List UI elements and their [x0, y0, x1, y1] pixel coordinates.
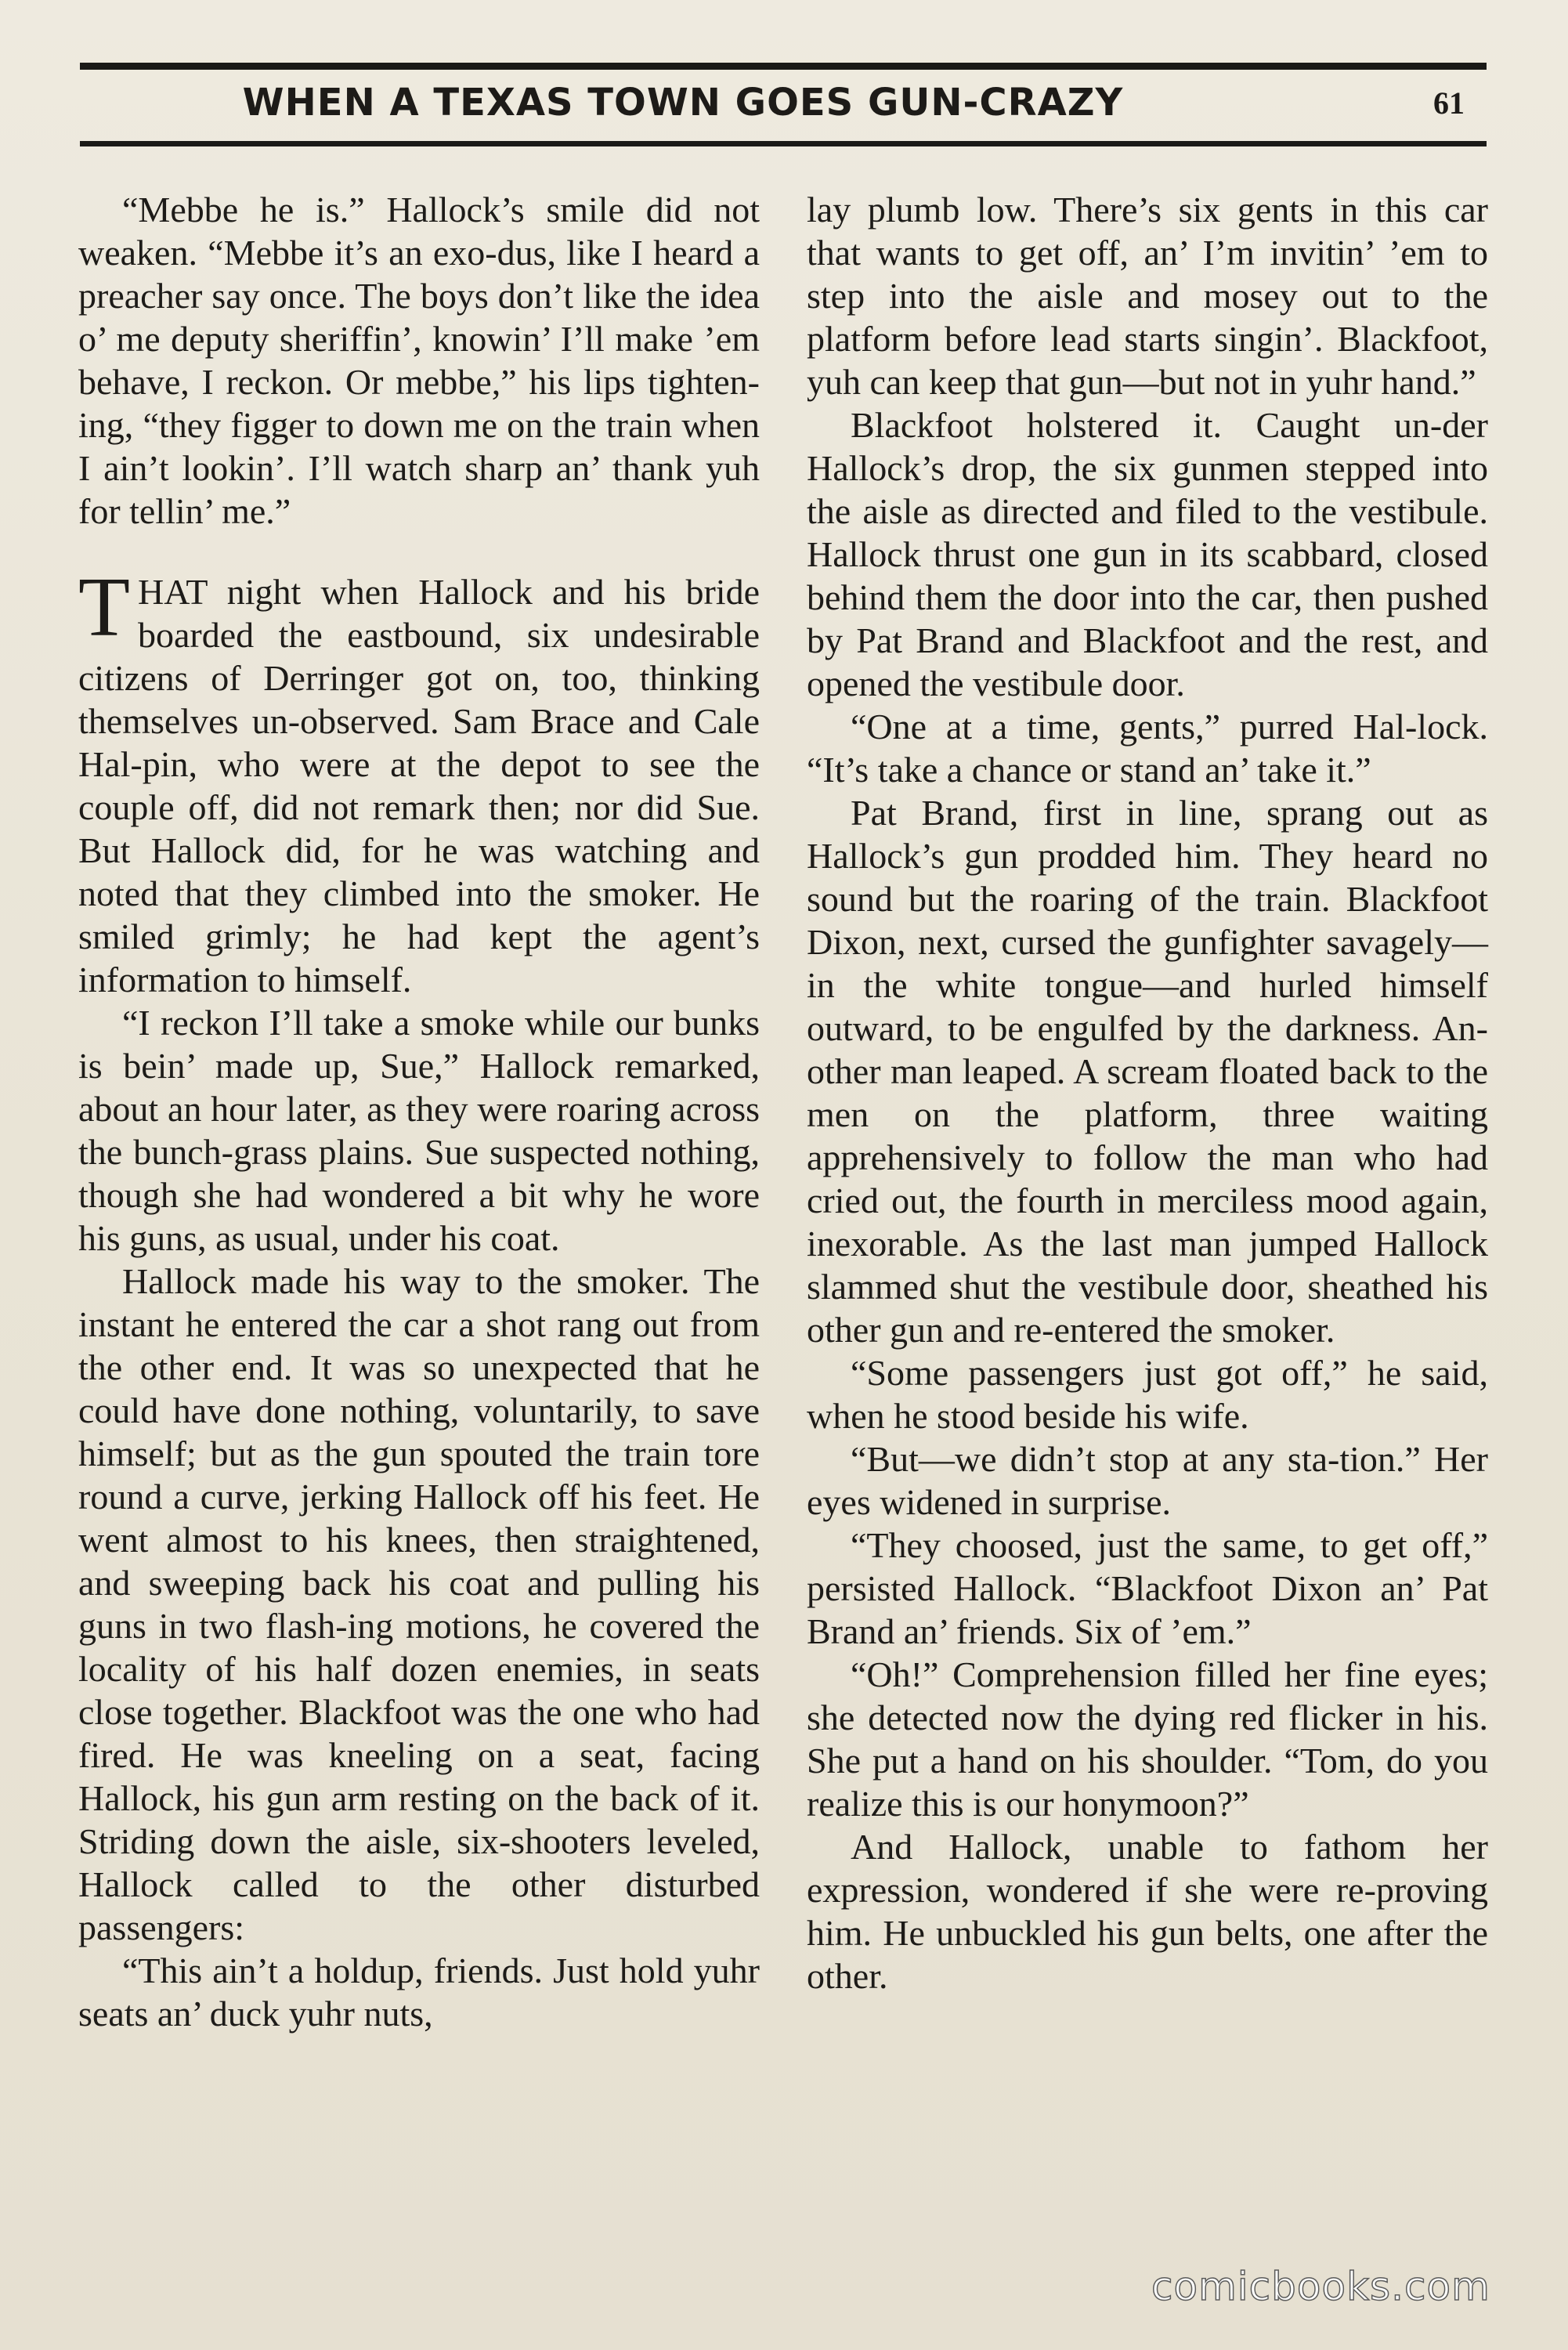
paragraph-text: HAT night when Hallock and his bride boarded the eastbound, six undesirable citizens of Derringer got on, too, thinking themselves un-observed. Sam Brace and Cale Hal-pin, who were at the depot to see the couple off, did not remark then; nor did Sue. But Hallock did, for he was watching and noted that they climbed into the smoker. He smiled grimly; he had kept the agent’s information to himself. [78, 572, 760, 1000]
site-watermark: comicbooks.com [1151, 2264, 1490, 2309]
header-top-rule [80, 63, 1487, 70]
paragraph-with-dropcap [78, 561, 760, 1001]
paragraph-continued: lay plumb low. There’s six gents in this car that wants to get off, an’ I’m invitin’ ’em to step into the aisle and mosey out to the platform before lead starts singin’. Blackfoot, yuh can keep that gun—but not in yuhr hand.” [807, 190, 1488, 402]
paragraph: “They choosed, just the same, to get off,” persisted Hallock. “Blackfoot Dixon an’ Pat Brand an’ friends. Six of ’em.” [807, 1525, 1488, 1651]
paragraph: Blackfoot holstered it. Caught un-der Hallock’s drop, the six gunmen stepped into the aisle as directed and filed to the vestibule. Hallock thrust one gun in its scabbard, closed behind them the door into the car, then pushed by Pat Brand and Blackfoot and the rest, and opened the vestibule door. [807, 405, 1488, 703]
header-bottom-rule [80, 141, 1487, 146]
paragraph: “Oh!” Comprehension filled her fine eyes; she detected now the dying red flicker in his. She put a hand on his shoulder. “Tom, do you realize this is our honymoon?” [807, 1654, 1488, 1824]
paragraph: “One at a time, gents,” purred Hal-lock. “It’s take a chance or stand an’ take it.” [807, 707, 1488, 790]
paragraph: “I reckon I’ll take a smoke while our bunks is bein’ made up, Sue,” Hallock remarked, about an hour later, as they were roaring across the bunch-grass plains. Sue suspected nothing, though she had wondered a bit why he wore his guns, as usual, under his coat. [78, 1003, 760, 1258]
paragraph: And Hallock, unable to fathom her expression, wondered if she were re-proving him. He unbuckled his gun belts, one after the other. [807, 1827, 1488, 1996]
paragraph: Pat Brand, first in line, sprang out as Hallock’s gun prodded him. They heard no sound but the roaring of the train. Blackfoot Dixon, next, cursed the gunfighter savagely—in the white tongue—and hurled himself outward, to be engulfed by the darkness. An-other man leaped. A scream floated back to the men on the platform, three waiting apprehensively to follow the man who had cried out, the fourth in merciless mood again, inexorable. As the last man jumped Hallock slammed shut the vestibule door, sheathed his other gun and re-entered the smoker. [807, 793, 1488, 1350]
page-number: 61 [1433, 85, 1465, 121]
paragraph: “This ain’t a holdup, friends. Just hold yuhr seats an’ duck yuhr nuts, [78, 1950, 760, 2034]
left-text-column [78, 188, 760, 2035]
running-head: WHEN A TEXAS TOWN GOES GUN-CRAZY [242, 81, 1124, 125]
right-text-column [807, 188, 1488, 1998]
dropcap-letter: T [78, 561, 130, 654]
paragraph: “Mebbe he is.” Hallock’s smile did not weaken. “Mebbe it’s an exo-dus, like I heard a preacher say once. The boys don’t like the idea o’ me deputy sheriffin’, knowin’ I’ll make ’em behave, I reckon. Or mebbe,” his lips tighten-ing, “they figger to down me on the train when I ain’t lookin’. I’ll watch sharp an’ thank yuh for tellin’ me.” [78, 190, 760, 531]
paragraph: “But—we didn’t stop at any sta-tion.” Her eyes widened in surprise. [807, 1439, 1488, 1522]
paragraph: “Some passengers just got off,” he said, when he stood beside his wife. [807, 1353, 1488, 1436]
paragraph: Hallock made his way to the smoker. The instant he entered the car a shot rang out from the other end. It was so unexpected that he could have done nothing, voluntarily, to save himself; but as the gun spouted the train tore round a curve, jerking Hallock off his feet. He went almost to his knees, then straightened, and sweeping back his coat and pulling his guns in two flash-ing motions, he covered the locality of his half dozen enemies, in seats close together. Blackfoot was the one who had fired. He was kneeling on a seat, facing Hallock, his gun arm resting on the back of it. Striding down the aisle, six-shooters leveled, Hallock called to the other disturbed passengers: [78, 1261, 760, 1947]
